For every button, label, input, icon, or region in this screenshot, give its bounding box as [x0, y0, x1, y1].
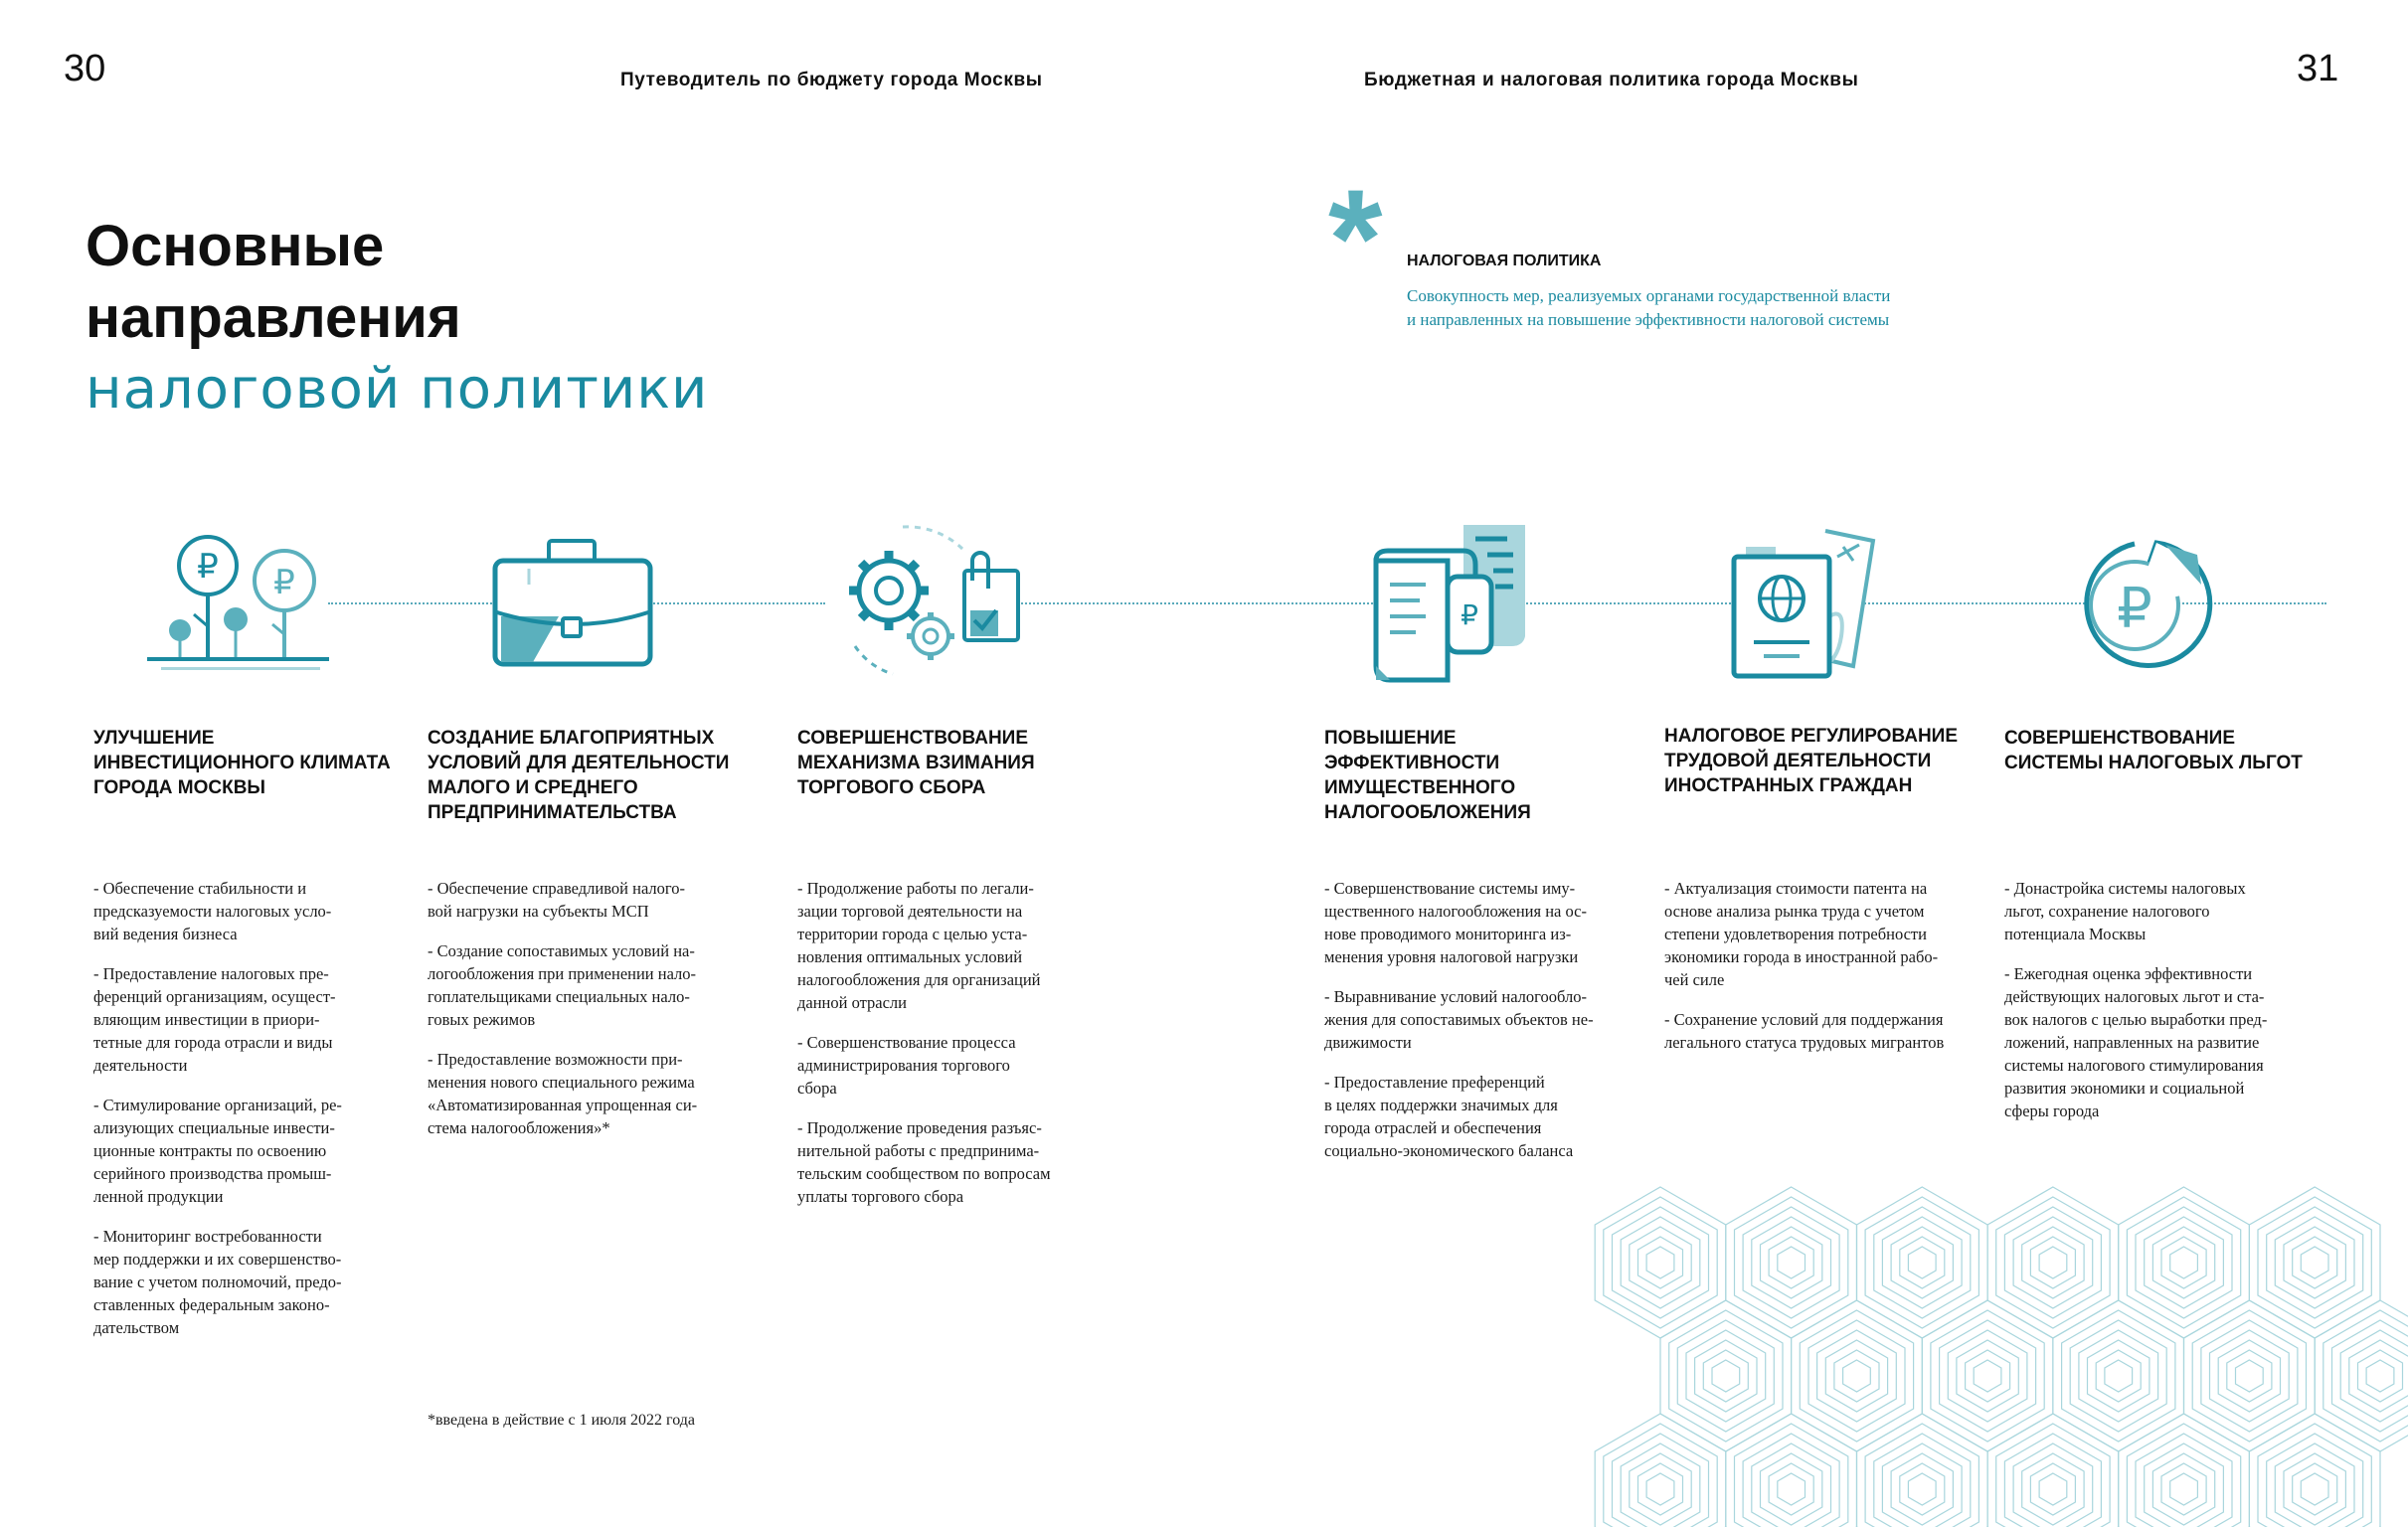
list-item-line: администрирования торгового — [797, 1056, 1010, 1075]
column-list-2 — [428, 877, 716, 1156]
hexagon-ring — [1761, 1227, 1822, 1298]
list-item — [797, 1116, 1086, 1208]
hexagon-ring — [2323, 1310, 2408, 1442]
list-item-line: вляющим инвестиции в приори- — [93, 1010, 320, 1029]
left-running-title: Путеводитель по бюджету города Москвы — [620, 70, 1043, 90]
hexagon-ring — [2332, 1320, 2408, 1432]
list-item — [2004, 962, 2293, 1122]
hexagon-ring — [1908, 1473, 1936, 1505]
hexagon-ring — [2170, 1247, 2198, 1278]
list-item-line: - Предоставление возможности при- — [428, 1050, 683, 1069]
list-item — [93, 1094, 382, 1208]
hexagon-ring — [2210, 1330, 2290, 1422]
hexagon-ring — [1703, 1350, 1748, 1402]
list-item-line: сферы города — [2004, 1102, 2100, 1120]
list-item-line: - Предоставление налоговых пре- — [93, 964, 329, 983]
list-item-line: льгот, сохранение налогового — [2004, 902, 2210, 921]
hexagon-ring — [1792, 1300, 1923, 1451]
list-item-line: легального статуса трудовых мигрантов — [1664, 1033, 1945, 1052]
hexagon-ring — [2152, 1227, 2214, 1298]
column-list-3 — [797, 877, 1086, 1225]
hexagon-ring — [1834, 1350, 1879, 1402]
list-item-line: нове проводимого мониторинга из- — [1324, 925, 1572, 943]
column-heading-4: ПОВЫШЕНИЕ ЭФФЕКТИВНОСТИ ИМУЩЕСТВЕННОГО НАЛОГООБЛОЖЕНИЯ — [1324, 728, 1531, 823]
list-item-line: вок налогов с целью выработки пред- — [2004, 1010, 2268, 1029]
list-item-line: менения уровня налоговой нагрузки — [1324, 947, 1579, 966]
hexagon-pattern-decoration — [1640, 1183, 2408, 1527]
hexagon-ring — [2030, 1463, 2075, 1515]
hexagon-ring — [1891, 1453, 1953, 1525]
hexagon-ring — [1948, 1330, 2027, 1422]
list-item-line: жения для сопоставимых объектов не- — [1324, 1010, 1594, 1029]
hexagon-ring — [2030, 1237, 2075, 1288]
list-item-line: серийного производства промыш- — [93, 1164, 332, 1183]
list-item-line: ложений, направленных на развитие — [2004, 1033, 2260, 1052]
hexagon-ring — [1843, 1360, 1871, 1392]
list-item — [1664, 877, 1982, 991]
list-item-line: - Сохранение условий для поддержания — [1664, 1010, 1944, 1029]
list-item-line: «Автоматизированная упрощенная си- — [428, 1096, 698, 1114]
svg-text:₽: ₽ — [1461, 598, 1478, 631]
list-item — [428, 877, 716, 923]
hexagon-ring — [2366, 1360, 2394, 1392]
list-item-line: социально-экономического баланса — [1324, 1141, 1574, 1160]
list-item-line: дательством — [93, 1318, 180, 1337]
definition-line-2: и направленных на повышение эффективности налоговой системы — [1407, 310, 1890, 329]
list-item-line: налогообложения для организаций — [797, 970, 1041, 989]
hexagon-ring — [1940, 1320, 2036, 1432]
list-item-line: степени удовлетворения потребности — [1664, 925, 1927, 943]
list-item-line: вание с учетом полномочий, предо- — [93, 1272, 342, 1291]
hexagon-ring — [2293, 1237, 2337, 1288]
list-item-line: потенциала Москвы — [2004, 925, 2147, 943]
hexagon-ring — [2184, 1300, 2316, 1451]
list-item-line: - Продолжение работы по легали- — [797, 879, 1034, 898]
hexagon-ring — [2136, 1434, 2232, 1527]
hexagon-ring — [1778, 1247, 1806, 1278]
hexagon-ring — [1974, 1360, 2001, 1392]
hexagon-ring — [2249, 1187, 2380, 1338]
column-list-5 — [1664, 877, 1982, 1071]
hexagon-ring — [1900, 1463, 1945, 1515]
hexagon-ring — [1857, 1187, 1988, 1338]
hexagon-ring — [1630, 1227, 1691, 1298]
hexagon-ring — [1686, 1330, 1766, 1422]
list-item — [1664, 1008, 1982, 1054]
hexagon-ring — [2136, 1207, 2232, 1318]
list-item-line: данной отрасли — [797, 993, 907, 1012]
hexagon-ring — [2293, 1463, 2337, 1515]
hexagon-ring — [1882, 1217, 1962, 1308]
hexagon-ring — [1613, 1434, 1709, 1527]
hexagon-ring — [1769, 1237, 1813, 1288]
hexagon-ring — [2053, 1300, 2184, 1451]
list-item-line: щественного налогообложения на ос- — [1324, 902, 1587, 921]
hexagon-ring — [1595, 1187, 1726, 1338]
column-list-6 — [2004, 877, 2293, 1139]
list-item-line: - Продолжение проведения разъяс- — [797, 1118, 1042, 1137]
list-item-line: ставленных федеральным законо- — [93, 1295, 330, 1314]
list-item — [1324, 1071, 1613, 1162]
list-item — [1324, 985, 1613, 1054]
list-item — [797, 1031, 1086, 1100]
list-item-line: тетные для города отрасли и виды — [93, 1033, 333, 1052]
list-item-line: - Стимулирование организаций, ре- — [93, 1096, 342, 1114]
list-item-line: системы налогового стимулирования — [2004, 1056, 2264, 1075]
hexagon-ring — [2267, 1207, 2363, 1318]
hexagon-ring — [1743, 1434, 1839, 1527]
column-heading-1: УЛУЧШЕНИЕ ИНВЕСТИЦИОННОГО КЛИМАТА ГОРОДА МОСКВЫ — [93, 728, 391, 798]
hexagon-ring — [1621, 1217, 1700, 1308]
list-item-line: - Совершенствование процесса — [797, 1033, 1016, 1052]
hexagon-ring — [1630, 1453, 1691, 1525]
list-item-line: логообложения при применении нало- — [428, 964, 697, 983]
hexagon-ring — [2152, 1453, 2214, 1525]
list-item — [428, 1048, 716, 1139]
hexagon-ring — [1712, 1360, 1740, 1392]
list-item-line: ционные контракты по освоению — [93, 1141, 327, 1160]
list-item-line: вой нагрузки на субъекты МСП — [428, 902, 649, 921]
gears-clipboard-icon — [833, 519, 1028, 688]
hexagon-ring — [1613, 1207, 1709, 1318]
hexagon-ring — [2201, 1320, 2298, 1432]
column-heading-5: НАЛОГОВОЕ РЕГУЛИРОВАНИЕ ТРУДОВОЙ ДЕЯТЕЛЬНОСТИ ИНОСТРАННЫХ ГРАЖДАН — [1664, 726, 1959, 796]
hexagon-ring — [2161, 1237, 2206, 1288]
documents-ruble-icon — [1366, 521, 1531, 684]
hexagon-ring — [1817, 1330, 1897, 1422]
list-item-line: - Совершенствование системы иму- — [1324, 879, 1576, 898]
definition-heading: НАЛОГОВАЯ ПОЛИТИКА — [1407, 253, 1602, 269]
list-item-line: вий ведения бизнеса — [93, 925, 238, 943]
hexagon-ring — [2301, 1473, 2328, 1505]
title-line-2: направления — [86, 285, 461, 350]
list-item-line: нительной работы с предпринима- — [797, 1141, 1040, 1160]
list-item — [797, 877, 1086, 1014]
list-item-line: движимости — [1324, 1033, 1412, 1052]
hexagon-ring — [2145, 1217, 2224, 1308]
list-item-line: стема налогообложения»* — [428, 1118, 610, 1137]
hexagon-ring — [2079, 1330, 2158, 1422]
list-item-line: говых режимов — [428, 1010, 536, 1029]
list-item-line: менения нового специального режима — [428, 1073, 695, 1092]
hexagon-ring — [2218, 1340, 2280, 1412]
hexagon-ring — [2088, 1340, 2150, 1412]
list-item-line: ленной продукции — [93, 1187, 224, 1206]
hexagon-ring — [1874, 1207, 1971, 1318]
column-heading-6: СОВЕРШЕНСТВОВАНИЕ СИСТЕМЫ НАЛОГОВЫХ ЛЬГОТ — [2004, 728, 2303, 773]
list-item-line: гоплательщиками специальных нало- — [428, 987, 690, 1006]
hexagon-ring — [2236, 1360, 2264, 1392]
list-item-line: новления оптимальных условий — [797, 947, 1023, 966]
list-item — [428, 939, 716, 1031]
hexagon-ring — [2227, 1350, 2272, 1402]
list-item-line: в целях поддержки значимых для — [1324, 1096, 1558, 1114]
hexagon-ring — [2284, 1453, 2345, 1525]
hexagon-ring — [1874, 1434, 1971, 1527]
list-item-line: - Обеспечение стабильности и — [93, 879, 307, 898]
list-item-line: ференций организациям, осущест- — [93, 987, 336, 1006]
ruble-pie-icon — [2062, 533, 2207, 678]
hexagon-ring — [2170, 1473, 2198, 1505]
column-heading-2: СОЗДАНИЕ БЛАГОПРИЯТНЫХ УСЛОВИЙ ДЛЯ ДЕЯТЕЛЬНОСТИ МАЛОГО И СРЕДНЕГО ПРЕДПРИНИМАТЕЛЬСТВА — [428, 728, 730, 823]
svg-text:₽: ₽ — [273, 563, 295, 602]
hexagon-ring — [1638, 1463, 1683, 1515]
hexagon-ring — [1638, 1237, 1683, 1288]
list-item-line: тельским сообществом по вопросам — [797, 1164, 1051, 1183]
list-item-line: основе анализа рынка труда с учетом — [1664, 902, 1925, 921]
hexagon-ring — [2284, 1227, 2345, 1298]
hexagon-ring — [1646, 1473, 1674, 1505]
list-item-line: действующих налоговых льгот и ста- — [2004, 987, 2265, 1006]
hexagon-ring — [1825, 1340, 1887, 1412]
right-page-number: 31 — [2297, 48, 2339, 89]
right-running-title: Бюджетная и налоговая политика города Москвы — [1364, 70, 1859, 90]
list-item-line: - Выравнивание условий налогообло- — [1324, 987, 1587, 1006]
hexagon-ring — [2022, 1453, 2084, 1525]
hexagon-ring — [2275, 1217, 2354, 1308]
hexagon-ring — [1695, 1340, 1757, 1412]
hexagon-ring — [1987, 1187, 2119, 1338]
trees-ruble-icon — [139, 527, 338, 676]
hexagon-ring — [2358, 1350, 2403, 1402]
hexagon-ring — [2301, 1247, 2328, 1278]
list-item-line: - Актуализация стоимости патента на — [1664, 879, 1928, 898]
hexagon-ring — [1769, 1463, 1813, 1515]
list-item-line: чей силе — [1664, 970, 1725, 989]
hexagon-ring — [2119, 1187, 2250, 1338]
hexagon-ring — [2004, 1434, 2101, 1527]
svg-text:₽: ₽ — [197, 547, 219, 587]
hexagon-ring — [1778, 1473, 1806, 1505]
definition-text — [1407, 284, 1964, 332]
title-line-1: Основные — [86, 214, 385, 278]
list-item-line: - Создание сопоставимых условий на- — [428, 941, 695, 960]
title-line-3: налоговой политики — [86, 357, 709, 422]
page-title — [86, 211, 708, 425]
hexagon-ring — [2161, 1463, 2206, 1515]
column-list-4 — [1324, 877, 1613, 1179]
hexagon-ring — [2070, 1320, 2166, 1432]
passport-ticket-icon — [1726, 517, 1885, 682]
list-item-line: города отраслей и обеспечения — [1324, 1118, 1542, 1137]
hexagon-ring — [2022, 1227, 2084, 1298]
list-item-line: - Ежегодная оценка эффективности — [2004, 964, 2253, 983]
list-item-line: зации торговой деятельности на — [797, 902, 1023, 921]
svg-text:₽: ₽ — [2117, 577, 2152, 641]
hexagon-ring — [1908, 1247, 1936, 1278]
list-item-line: предсказуемости налоговых усло- — [93, 902, 332, 921]
list-item-line: - Мониторинг востребованности — [93, 1227, 322, 1246]
hexagon-ring — [2039, 1473, 2067, 1505]
hexagon-ring — [1922, 1300, 2053, 1451]
list-item — [1324, 877, 1613, 968]
hexagon-ring — [1752, 1217, 1831, 1308]
hexagon-ring — [1677, 1320, 1774, 1432]
list-item-line: деятельности — [93, 1056, 188, 1075]
hexagon-ring — [1900, 1237, 1945, 1288]
list-item-line: - Донастройка системы налоговых — [2004, 879, 2246, 898]
list-item-line: - Обеспечение справедливой налого- — [428, 879, 685, 898]
hexagon-ring — [1761, 1453, 1822, 1525]
list-item — [93, 877, 382, 945]
list-item-line: экономики города в иностранной рабо- — [1664, 947, 1939, 966]
list-item-line: мер поддержки и их совершенство- — [93, 1250, 342, 1269]
list-item — [93, 962, 382, 1077]
hexagon-ring — [1957, 1340, 2018, 1412]
hexagon-ring — [1743, 1207, 1839, 1318]
list-item-line: территории города с целью уста- — [797, 925, 1028, 943]
hexagon-ring — [1660, 1300, 1792, 1451]
left-page-number: 30 — [64, 48, 106, 89]
list-item-line: ализующих специальные инвести- — [93, 1118, 335, 1137]
hexagon-ring — [2013, 1217, 2093, 1308]
list-item-line: уплаты торгового сбора — [797, 1187, 964, 1206]
asterisk-icon: * — [1328, 160, 1383, 316]
hexagon-ring — [2096, 1350, 2141, 1402]
list-item-line: - Предоставление преференций — [1324, 1073, 1545, 1092]
footnote: *введена в действие с 1 июля 2022 года — [428, 1412, 695, 1429]
definition-line-1: Совокупность мер, реализуемых органами государственной власти — [1407, 286, 1891, 305]
list-item-line: сбора — [797, 1079, 837, 1098]
column-heading-3: СОВЕРШЕНСТВОВАНИЕ МЕХАНИЗМА ВЗИМАНИЯ ТОРГОВОГО СБОРА — [797, 728, 1035, 798]
briefcase-icon — [489, 537, 658, 671]
list-item — [93, 1225, 382, 1339]
hexagon-ring — [1808, 1320, 1905, 1432]
list-item-line: развития экономики и социальной — [2004, 1079, 2245, 1098]
hexagon-ring — [1966, 1350, 2010, 1402]
hexagon-ring — [1891, 1227, 1953, 1298]
hexagon-ring — [2004, 1207, 2101, 1318]
hexagon-ring — [2039, 1247, 2067, 1278]
column-list-1 — [93, 877, 382, 1356]
list-item — [2004, 877, 2293, 945]
hexagon-ring — [2105, 1360, 2133, 1392]
hexagon-ring — [1726, 1187, 1857, 1338]
hexagon-ring — [2267, 1434, 2363, 1527]
hexagon-ring — [1646, 1247, 1674, 1278]
